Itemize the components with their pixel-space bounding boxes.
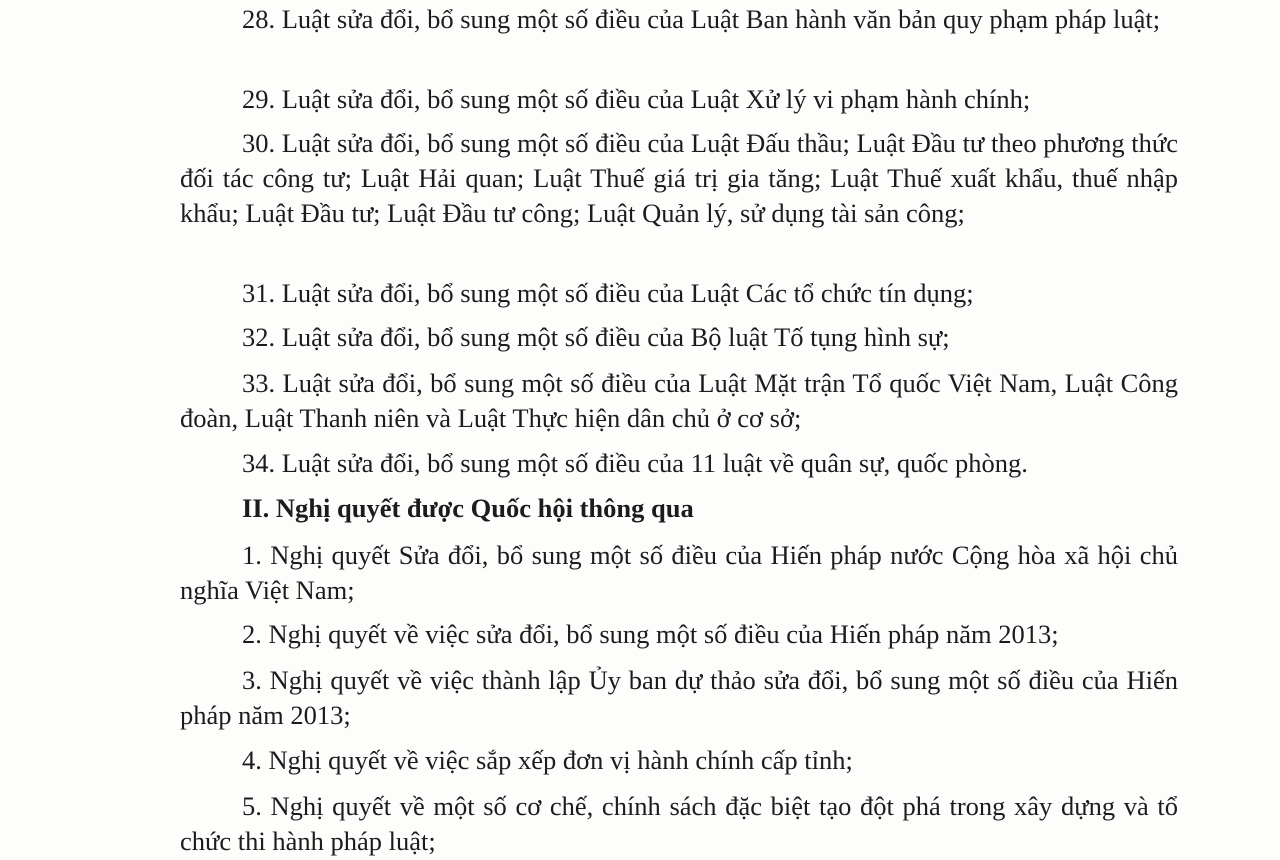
list-item-text: 32. Luật sửa đổi, bổ sung một số điều của Bộ luật Tố tụng hình sự; xyxy=(242,322,950,352)
section-heading xyxy=(180,491,1178,526)
list-item-text: 5. Nghị quyết về một số cơ chế, chính sách đặc biệt tạo đột phá trong xây dựng và tổ chức thi hành pháp luật; xyxy=(180,791,1178,856)
list-item-text: 28. Luật sửa đổi, bổ sung một số điều của Luật Ban hành văn bản quy phạm pháp luật; xyxy=(242,4,1161,34)
list-item-text: 33. Luật sửa đổi, bổ sung một số điều của Luật Mặt trận Tổ quốc Việt Nam, Luật Công đoàn, Luật Thanh niên và Luật Thực hiện dân chủ ở cơ sở; xyxy=(180,368,1178,433)
resolution-item-4 xyxy=(180,743,1178,778)
resolution-item-1 xyxy=(180,538,1178,608)
list-item-28 xyxy=(180,2,1178,37)
resolution-item-5 xyxy=(180,789,1178,859)
list-item-32 xyxy=(180,320,1178,355)
list-item-text: 30. Luật sửa đổi, bổ sung một số điều của Luật Đấu thầu; Luật Đầu tư theo phương thức đối tác công tư; Luật Hải quan; Luật Thuế giá trị gia tăng; Luật Thuế xuất khẩu, thuế nhập khẩu; Luật Đầu tư; Luật Đầu tư công; Luật Quản lý, sử dụng tài sản công; xyxy=(180,128,1178,228)
list-item-text: 4. Nghị quyết về việc sắp xếp đơn vị hành chính cấp tỉnh; xyxy=(242,745,853,775)
list-item-30 xyxy=(180,126,1178,231)
list-item-text: 2. Nghị quyết về việc sửa đổi, bổ sung một số điều của Hiến pháp năm 2013; xyxy=(242,619,1059,649)
list-item-29 xyxy=(180,82,1178,117)
resolution-item-3 xyxy=(180,663,1178,733)
list-item-text: 34. Luật sửa đổi, bổ sung một số điều của 11 luật về quân sự, quốc phòng. xyxy=(242,448,1028,478)
list-item-text: 1. Nghị quyết Sửa đổi, bổ sung một số điều của Hiến pháp nước Cộng hòa xã hội chủ nghĩa Việt Nam; xyxy=(180,540,1178,605)
resolution-item-2 xyxy=(180,617,1178,652)
list-item-text: 29. Luật sửa đổi, bổ sung một số điều của Luật Xử lý vi phạm hành chính; xyxy=(242,84,1031,114)
section-heading-text: II. Nghị quyết được Quốc hội thông qua xyxy=(242,493,694,523)
list-item-34 xyxy=(180,446,1178,481)
list-item-text: 31. Luật sửa đổi, bổ sung một số điều của Luật Các tổ chức tín dụng; xyxy=(242,278,974,308)
list-item-31 xyxy=(180,276,1178,311)
list-item-33 xyxy=(180,366,1178,436)
list-item-text: 3. Nghị quyết về việc thành lập Ủy ban dự thảo sửa đổi, bổ sung một số điều của Hiến pháp năm 2013; xyxy=(180,665,1178,730)
